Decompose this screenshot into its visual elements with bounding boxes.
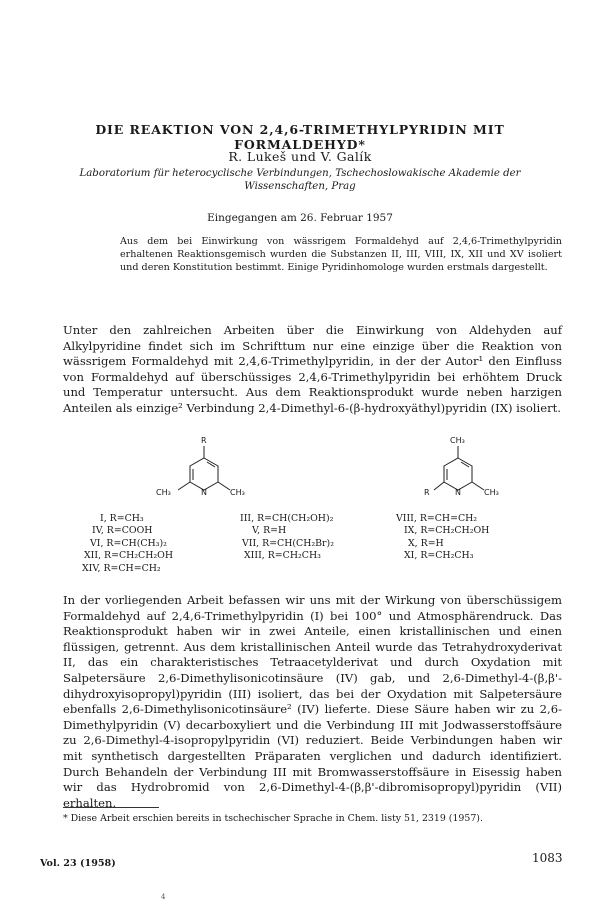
abstract: Aus dem bei Einwirkung von wässrigem Formaldehyd auf 2,4,6-Trimethylpyridin erhaltenen Reaktionsgemisch wurden die Substanzen II, III, VIII, IX, XII und XV isoliert und deren Konstitution bestimmt. Einige Pyridinhomologe wurden erstmals dargestellt. [120,236,562,273]
body-paragraph-1: Unter den zahlreichen Arbeiten über die Einwirkung von Aldehyden auf Alkylpyridine findet sich im Schrifttum nur eine einzige über die Reaktion von wässrigem Formaldehyd mit 2,4,6-Trimethylpyridin, in der der Autor¹ den Einfluss von Formaldehyd auf überschüssiges 2,4,6-Trimethylpyridin bei erhöhtem Druck und Temperatur untersucht. Aus dem Reaktionsprodukt wurde neben harzigen Anteilen als einzige² Verbindung 2,4-Dimethyl-6-(β-hydroxyäthyl)pyridin (IX) isoliert. [63,323,562,415]
compound-list-col2 [240,513,334,563]
signature-mark: 4 [161,893,166,901]
body-paragraph-2: In der vorliegenden Arbeit befassen wir uns mit der Wirkung von überschüssigem Formaldehyd auf 2,4,6-Trimethylpyridin (I) bei 100° und Atmosphärendruck. Das Reaktionsprodukt haben wir in zwei Anteile, einen kristallinischen und einen flüssigen, getrennt. Aus dem kristallinischen Anteil wurde das Tetrahydroxyderivat II, das ein charakteristisches Tetraacetylderivat und durch Oxydation mit Salpetersäure 2,6-Dimethylisonicotinsäure (IV) gab, und 2,6-Dimethyl-4-(β,β'-dihydroxyisopropyl)pyridin (III) isoliert, das bei der Oxydation mit Salpetersäure ebenfalls 2,6-Dimethylisonicotinsäure² (IV) lieferte. Diese Säure haben wir zu 2,6-Dimethylpyridin (V) decarboxyliert und die Verbindung III mit Jodwasserstoffsäure zu 2,6-Dimethyl-4-isopropylpyridin (VI) reduziert. Beide Verbindungen haben wir mit synthetisch dargestellten Präparaten verglichen und dadurch identifiziert. Durch Behandeln der Verbindung III mit Bromwasserstoffsäure in Eisessig haben wir das Hydrobromid von 2,6-Dimethyl-4-(β,β'-dibromisopropyl)pyridin (VII) erhalten. [63,593,562,810]
structure-right-left-label: R [424,488,430,497]
structure-right-top-label: CH₃ [450,436,465,445]
structure-left-n-label: N [201,488,207,497]
author-affiliation: Laboratorium für heterocyclische Verbindungen, Tschechoslowakische Akademie der Wissenschaften, Prag [79,168,521,192]
footnote: * Diese Arbeit erschien bereits in tschechischer Sprache in Chem. listy 51, 2319 (1957). [63,813,483,824]
compound-item: XII, R=CH₂CH₂OH [84,550,174,562]
received-date: Eingegangen am 26. Februar 1957 [207,212,393,224]
footnote-divider [63,807,159,808]
compound-item: XIII, R=CH₂CH₃ [244,550,321,562]
compound-item: VII, R=CH(CH₂Br)₂ [242,537,334,549]
compound-list-col1 [82,513,173,575]
journal-volume: Vol. 23 (1958) [40,858,116,869]
structure-right-n-label: N [455,488,461,497]
structure-left-left-label: CH₃ [156,488,171,497]
compound-item: X, R=H [408,537,444,549]
compound-item: XIV, R=CH=CH₂ [82,562,161,574]
compound-item: III, R=CH(CH₂OH)₂ [240,513,334,524]
compound-item: XI, R=CH₂CH₃ [404,550,474,562]
article-authors: R. Lukeš und V. Galík [228,149,372,164]
page-number: 1083 [532,851,563,865]
compound-list-col3 [396,513,489,563]
compound-item: I, R=CH₃ [100,513,144,524]
structure-right [410,436,540,506]
compound-item: V, R=H [252,525,287,537]
structure-left-right-label: CH₃ [230,488,245,497]
compound-item: IX, R=CH₂CH₂OH [404,525,490,537]
compound-item: VIII, R=CH=CH₂ [396,513,478,524]
compound-item: IV, R=COOH [92,525,153,537]
structure-left [150,436,280,506]
article-title: DIE REAKTION VON 2,4,6-TRIMETHYLPYRIDIN MIT FORMALDEHYD* [95,122,505,152]
compound-item: VI, R=CH(CH₃)₂ [90,537,167,549]
structure-right-right-label: CH₃ [484,488,499,497]
structure-left-top-label: R [201,436,207,445]
